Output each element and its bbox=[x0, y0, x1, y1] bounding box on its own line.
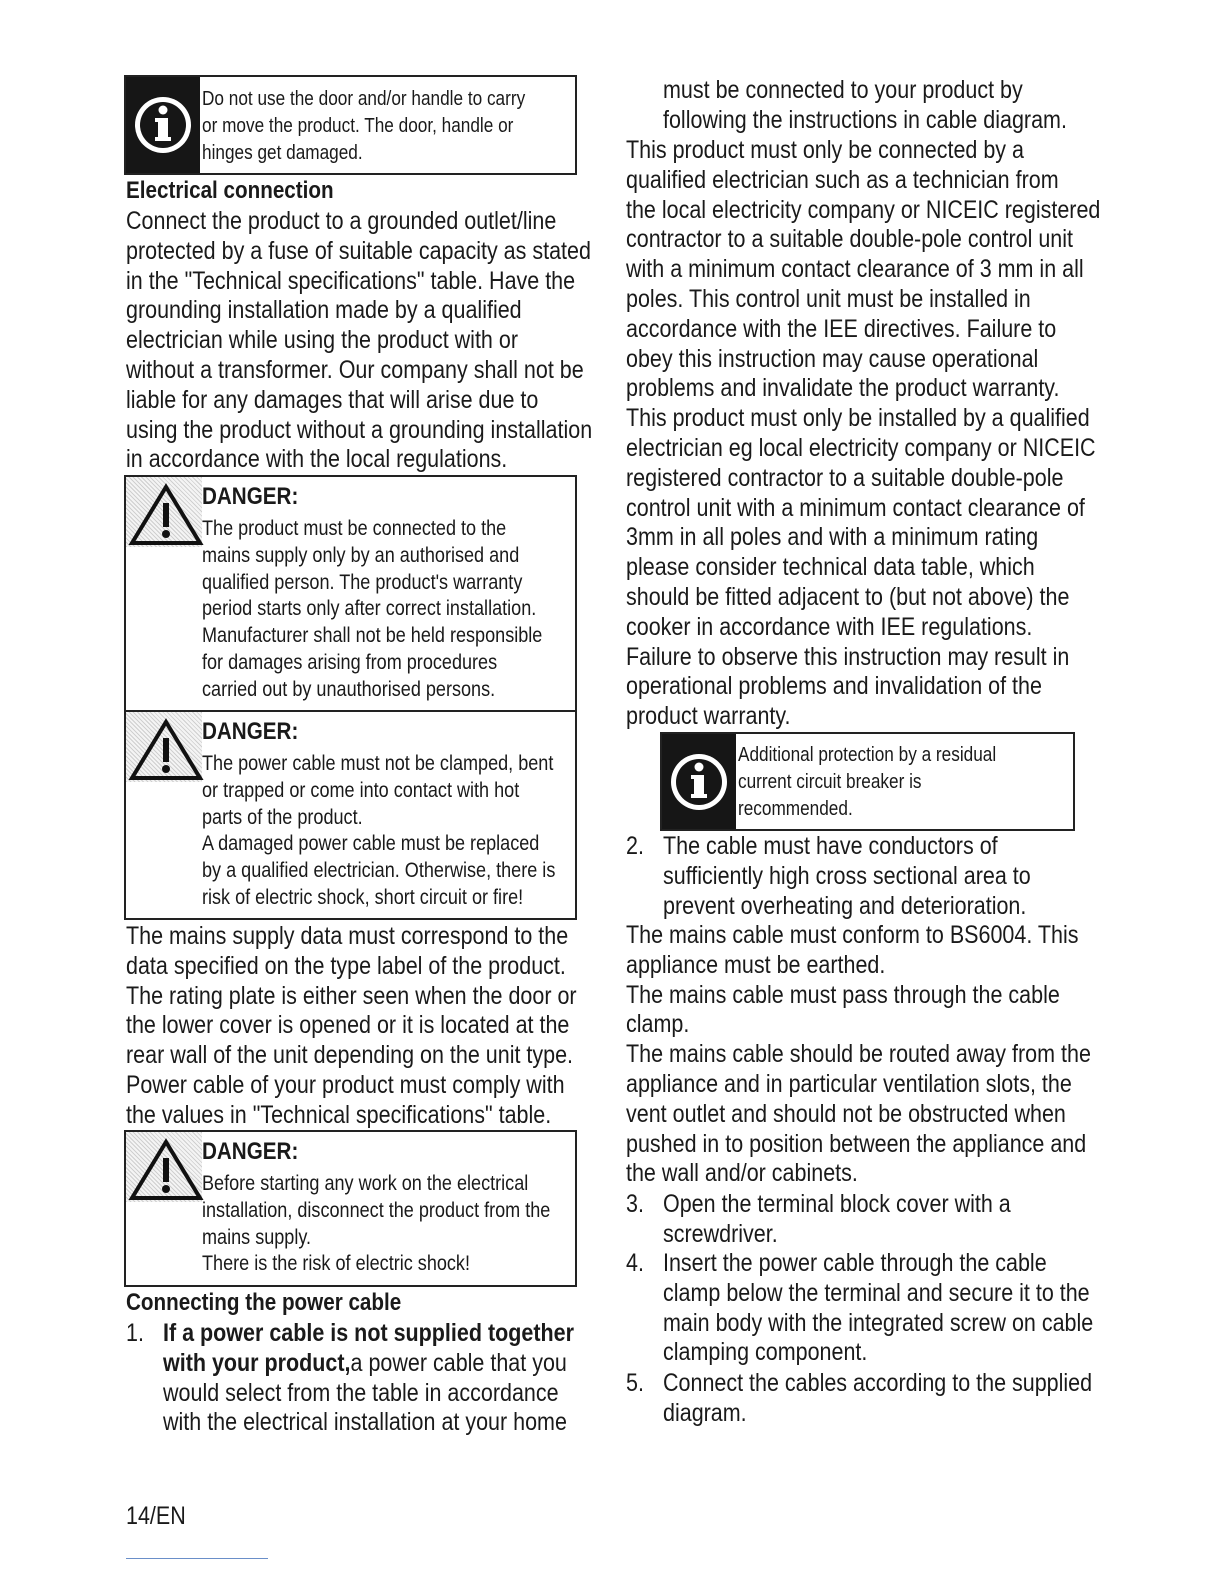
info-box-rcd bbox=[660, 732, 1075, 831]
danger-box-power-cable bbox=[124, 710, 577, 920]
list-number: 5. bbox=[626, 1369, 644, 1397]
list-number: 2. bbox=[626, 832, 644, 860]
list-item-2: The cable must have conductors of sufficiently high cross sectional area to prevent overheating and deterioration. bbox=[663, 832, 1031, 920]
danger-title: DANGER: bbox=[202, 483, 299, 510]
info-box-door-handle bbox=[124, 75, 577, 175]
list-number: 1. bbox=[126, 1319, 144, 1347]
heading-electrical-connection: Electrical connection bbox=[126, 177, 334, 204]
warning-triangle-icon bbox=[128, 1138, 204, 1202]
list-number: 3. bbox=[626, 1190, 644, 1218]
list-item-5: Connect the cables according to the supplied diagram. bbox=[663, 1369, 1093, 1427]
list-item-1: If a power cable is not supplied together with your product,a power cable that you would select from the table in accordance with the electrical installation at your home bbox=[163, 1319, 574, 1437]
paragraph-mains-supply: The mains supply data must correspond to the data specified on the type label of the product. The rating plate is either seen when the door or the lower cover is opened or it is located at the rear wall of the unit depending on the unit type. Power cable of your product must comply with the values in "Technical specifications" table. bbox=[126, 922, 577, 1129]
danger-text: The power cable must not be clamped, bent or trapped or come into contact with hot parts of the product. A damaged power cable must be replaced by a qualified electrician. Otherwise, there is risk of electric shock, short circuit or fire! bbox=[202, 752, 556, 909]
page-number: 14/EN bbox=[126, 1502, 186, 1530]
list-item-1-continued: must be connected to your product by following the instructions in cable diagram. bbox=[663, 76, 1067, 134]
danger-text: Before starting any work on the electrical installation, disconnect the product from the mains supply. There is the risk of electric shock! bbox=[202, 1172, 551, 1276]
danger-box-electrical-work bbox=[124, 1130, 577, 1287]
list-number: 4. bbox=[626, 1249, 644, 1277]
info-icon bbox=[662, 734, 736, 829]
footer-divider bbox=[126, 1558, 268, 1559]
paragraph-grounding: Connect the product to a grounded outlet/line protected by a fuse of suitable capacity as stated in the "Technical specifications" table. Have the grounding installation made by a qualified electrician while using the product with or without a transformer. Our company shall not be liable for any damages that will arise due to using the product without a grounding installation in accordance with the local regulations. bbox=[126, 207, 593, 474]
heading-connecting-power-cable: Connecting the power cable bbox=[126, 1289, 402, 1316]
danger-title: DANGER: bbox=[202, 718, 299, 745]
danger-title: DANGER: bbox=[202, 1138, 299, 1165]
list-item-4: Insert the power cable through the cable clamp below the terminal and secure it to the main body with the integrated screw on cable clamping component. bbox=[663, 1249, 1094, 1367]
list-item-3: Open the terminal block cover with a screwdriver. bbox=[663, 1190, 1011, 1248]
warning-triangle-icon bbox=[128, 718, 204, 782]
info-text: Do not use the door and/or handle to carry or move the product. The door, handle or hinges get damaged. bbox=[202, 88, 526, 164]
info-text: Additional protection by a residual current circuit breaker is recommended. bbox=[738, 744, 997, 820]
danger-box-authorised-person bbox=[124, 475, 577, 712]
info-icon bbox=[126, 77, 200, 173]
paragraph-qualified-electrician: This product must only be connected by a qualified electrician such as a technician from the local electricity company or NICEIC registered contractor to a suitable double-pole control unit with a minimum contact clearance of 3 mm in all poles. This control unit must be installed in accordance with the IEE directives. Failure to obey this instruction may cause operational problems and invalidate the product warranty. This product must only be installed by a qualified electrician eg local electricity company or NICEIC registered contractor to a suitable double-pole control unit with a minimum contact clearance of 3mm in all poles and with a minimum rating please consider technical data table, which should be fitted adjacent to (but not above) the cooker in accordance with IEE regulations. Failure to observe this instruction may result in operational problems and invalidation of the product warranty. bbox=[626, 136, 1101, 731]
paragraph-mains-cable: The mains cable must conform to BS6004. This appliance must be earthed. The mains cable must pass through the cable clamp. The mains cable should be routed away from the appliance and in particular ventilation slots, the vent outlet and should not be obstructed when pushed in to position between the appliance and the wall and/or cabinets. bbox=[626, 921, 1091, 1188]
warning-triangle-icon bbox=[128, 483, 204, 547]
danger-text: The product must be connected to the mains supply only by an authorised and qualified person. The product's warranty period starts only after correct installation. Manufacturer shall not be held responsible for damages arising from procedures carried out by unauthorised persons. bbox=[202, 517, 543, 701]
